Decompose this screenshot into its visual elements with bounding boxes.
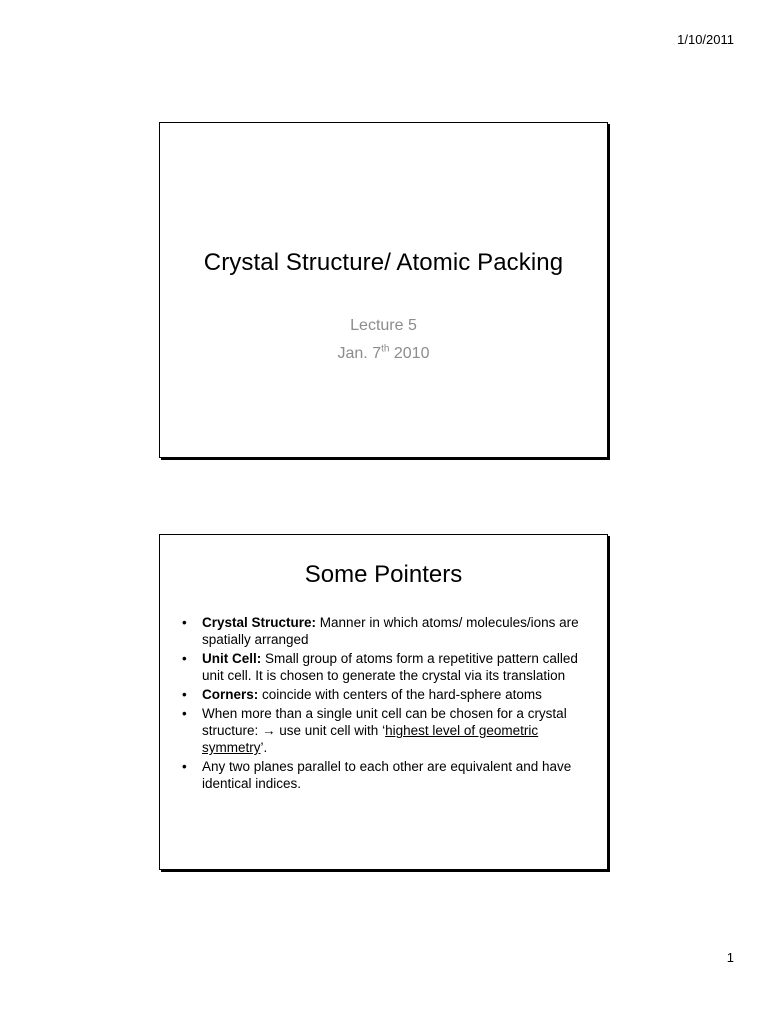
bullet-icon: • (182, 706, 187, 721)
page-number: 1 (726, 950, 734, 965)
slide-title: Some Pointers (304, 561, 463, 588)
lecture-date (160, 345, 607, 363)
list-item (182, 650, 583, 684)
list-item (182, 758, 583, 792)
bullet-icon: • (182, 651, 187, 666)
lecture-date-sup: th (381, 343, 390, 355)
lecture-date-prefix: Jan. 7 (337, 345, 382, 362)
list-item (182, 686, 583, 703)
bullet-underlined-text: highest level of geometric symmetry (202, 723, 539, 755)
bullet-sep: : (256, 651, 266, 666)
title-slide (159, 122, 608, 458)
lecture-date-suffix: 2010 (389, 345, 430, 362)
bullet-text: When more than a single unit cell can be chosen for a crystal structure: → use unit cell with ‘ (202, 706, 567, 738)
bullet-text: Any two planes parallel to each other are equivalent and have identical indices. (202, 759, 572, 791)
list-item (182, 705, 583, 756)
bullet-icon: • (182, 759, 187, 774)
bullet-list (182, 614, 583, 794)
bullet-icon: • (182, 615, 187, 630)
bullet-text-after: ’. (260, 740, 268, 755)
page-date: 1/10/2011 (677, 32, 734, 47)
bullet-text: coincide with centers of the hard-sphere atoms (262, 687, 542, 702)
bullet-icon: • (182, 687, 187, 702)
bullet-text: Small group of atoms form a repetitive pattern called unit cell. It is chosen to generate the crystal via its translation (202, 651, 578, 683)
bullet-term: Crystal Structure (202, 615, 312, 630)
pointers-slide (159, 534, 608, 870)
list-item (182, 614, 583, 648)
lecture-number: Lecture 5 (350, 317, 417, 334)
slide-title: Crystal Structure/ Atomic Packing (203, 249, 564, 276)
bullet-term: Corners (202, 687, 254, 702)
bullet-sep: : (253, 687, 263, 702)
bullet-term: Unit Cell (202, 651, 257, 666)
bullet-text: Manner in which atoms/ molecules/ions are spatially arranged (202, 615, 579, 647)
bullet-sep: : (311, 615, 320, 630)
